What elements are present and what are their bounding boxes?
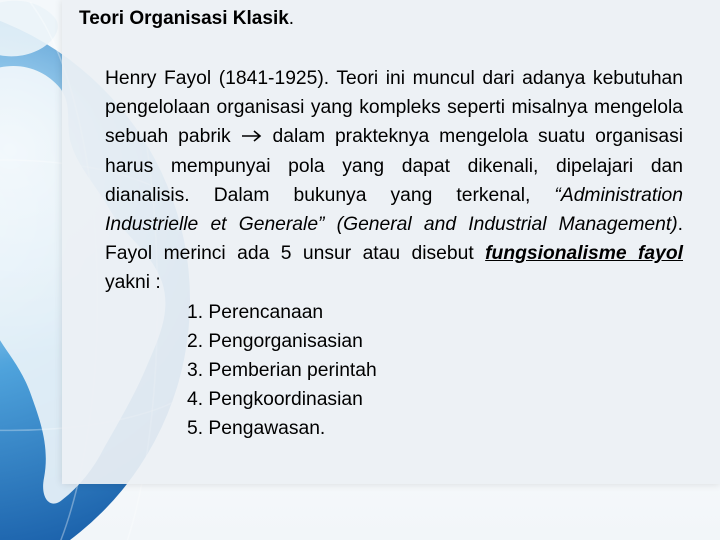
book-title: “Administration Industrielle et Generale” (General and Industrial Management) <box>105 184 683 236</box>
paragraph-text-body: dalam prakteknya mengelola suatu organisasi harus mempunyai pola yang dapat dikenali, dipelajari dan dianalisis. Dalam bukunya yang terkenal, <box>105 126 684 206</box>
body-paragraph <box>105 64 683 298</box>
fayol-elements-list <box>105 298 683 444</box>
paragraph-text-end: yakni : <box>105 272 161 294</box>
list-item: 1. Perencanaan <box>187 301 324 323</box>
right-arrow-icon <box>241 129 263 143</box>
paragraph-text-continued: . Fayol merinci ada 5 unsur atau disebut <box>105 214 683 265</box>
slide-title <box>79 8 294 30</box>
fungsionalisme-term: fungsionalisme fayol <box>485 243 683 265</box>
list-item: 5. Pengawasan. <box>187 418 326 440</box>
slide-title-text: Teori Organisasi Klasik <box>79 8 289 29</box>
list-item: 3. Pemberian perintah <box>187 360 377 382</box>
slide-body <box>105 64 683 444</box>
paragraph-text-intro: Henry Fayol (1841-1925). Teori ini muncul dari adanya kebutuhan pengelolaan organisasi yang kompleks seperti misalnya mengelola sebuah pabrik <box>105 68 683 148</box>
list-item: 2. Pengorganisasian <box>187 330 363 352</box>
list-item: 4. Pengkoordinasian <box>187 389 363 411</box>
slide-title-period: . <box>288 8 295 29</box>
